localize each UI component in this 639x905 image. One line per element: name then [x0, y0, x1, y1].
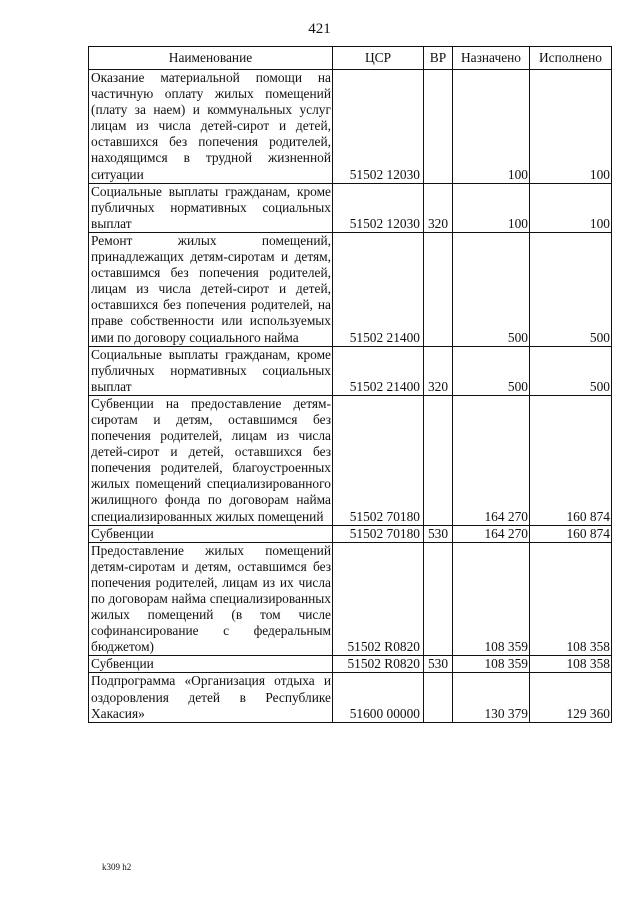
row-csr: 51502 70180 [333, 525, 424, 542]
row-csr: 51502 R0820 [333, 542, 424, 656]
row-csr: 51502 12030 [333, 183, 424, 232]
row-csr: 51502 R0820 [333, 656, 424, 673]
row-name: Предоставление жилых помещений детям-сиротам и детям, оставшимся без попечения родителей, лицам из их числа по договорам найма специализированных жилых помещений (в том числе софинансирование с федеральным бюджетом) [89, 542, 333, 656]
row-vr: 530 [424, 525, 453, 542]
table-header-row [89, 47, 612, 70]
header-executed: Исполнено [530, 47, 612, 70]
row-executed: 129 360 [530, 673, 612, 722]
budget-table [88, 46, 612, 723]
row-name: Субвенции на предоставление детям-сиротам и детям, оставшимся без попечения родителей, лицам из числа детей-сирот и детей, оставшихся без попечения родителей, благоустроенных жилых помещений специализированного жилищного фонда по договорам найма специализированных жилых помещений [89, 395, 333, 525]
row-assigned: 500 [453, 346, 530, 395]
table-row [89, 673, 612, 722]
row-executed: 160 874 [530, 395, 612, 525]
row-csr: 51502 21400 [333, 232, 424, 346]
row-assigned: 108 359 [453, 542, 530, 656]
row-name: Ремонт жилых помещений, принадлежащих детям-сиротам и детям, оставшимся без попечения родителей, лицам из числа детей-сирот и детей, оставшихся без попечения родителей, на праве собственности или используемых ими по договору социального найма [89, 232, 333, 346]
row-assigned: 164 270 [453, 525, 530, 542]
row-csr: 51600 00000 [333, 673, 424, 722]
header-csr: ЦСР [333, 47, 424, 70]
row-assigned: 500 [453, 232, 530, 346]
row-vr [424, 673, 453, 722]
table-row [89, 656, 612, 673]
row-executed: 100 [530, 183, 612, 232]
row-name: Подпрограмма «Организация отдыха и оздоровления детей в Республике Хакасия» [89, 673, 333, 722]
table-row [89, 395, 612, 525]
row-assigned: 164 270 [453, 395, 530, 525]
row-vr [424, 232, 453, 346]
row-vr: 530 [424, 656, 453, 673]
row-vr: 320 [424, 346, 453, 395]
row-csr: 51502 12030 [333, 70, 424, 184]
header-vr: ВР [424, 47, 453, 70]
row-executed: 108 358 [530, 656, 612, 673]
header-name: Наименование [89, 47, 333, 70]
row-executed: 160 874 [530, 525, 612, 542]
row-name: Субвенции [89, 525, 333, 542]
row-assigned: 108 359 [453, 656, 530, 673]
table-row [89, 232, 612, 346]
row-executed: 108 358 [530, 542, 612, 656]
row-executed: 500 [530, 232, 612, 346]
row-assigned: 100 [453, 183, 530, 232]
row-assigned: 130 379 [453, 673, 530, 722]
header-assigned: Назначено [453, 47, 530, 70]
row-vr [424, 70, 453, 184]
footer-code: k309 h2 [102, 862, 132, 872]
row-assigned: 100 [453, 70, 530, 184]
page-number: 421 [308, 21, 331, 37]
row-executed: 100 [530, 70, 612, 184]
table-row [89, 70, 612, 184]
row-vr [424, 542, 453, 656]
row-executed: 500 [530, 346, 612, 395]
row-name: Социальные выплаты гражданам, кроме публичных нормативных социальных выплат [89, 183, 333, 232]
row-name: Социальные выплаты гражданам, кроме публичных нормативных социальных выплат [89, 346, 333, 395]
table-row [89, 542, 612, 656]
row-csr: 51502 21400 [333, 346, 424, 395]
table-row [89, 183, 612, 232]
row-name: Субвенции [89, 656, 333, 673]
table-row [89, 346, 612, 395]
table-row [89, 525, 612, 542]
row-csr: 51502 70180 [333, 395, 424, 525]
row-vr: 320 [424, 183, 453, 232]
row-vr [424, 395, 453, 525]
row-name: Оказание материальной помощи на частичную оплату жилых помещений (плату за наем) и коммунальных услуг лицам из числа детей-сирот и детей, оставшихся без попечения родителей, находящимся в трудной жизненной ситуации [89, 70, 333, 184]
